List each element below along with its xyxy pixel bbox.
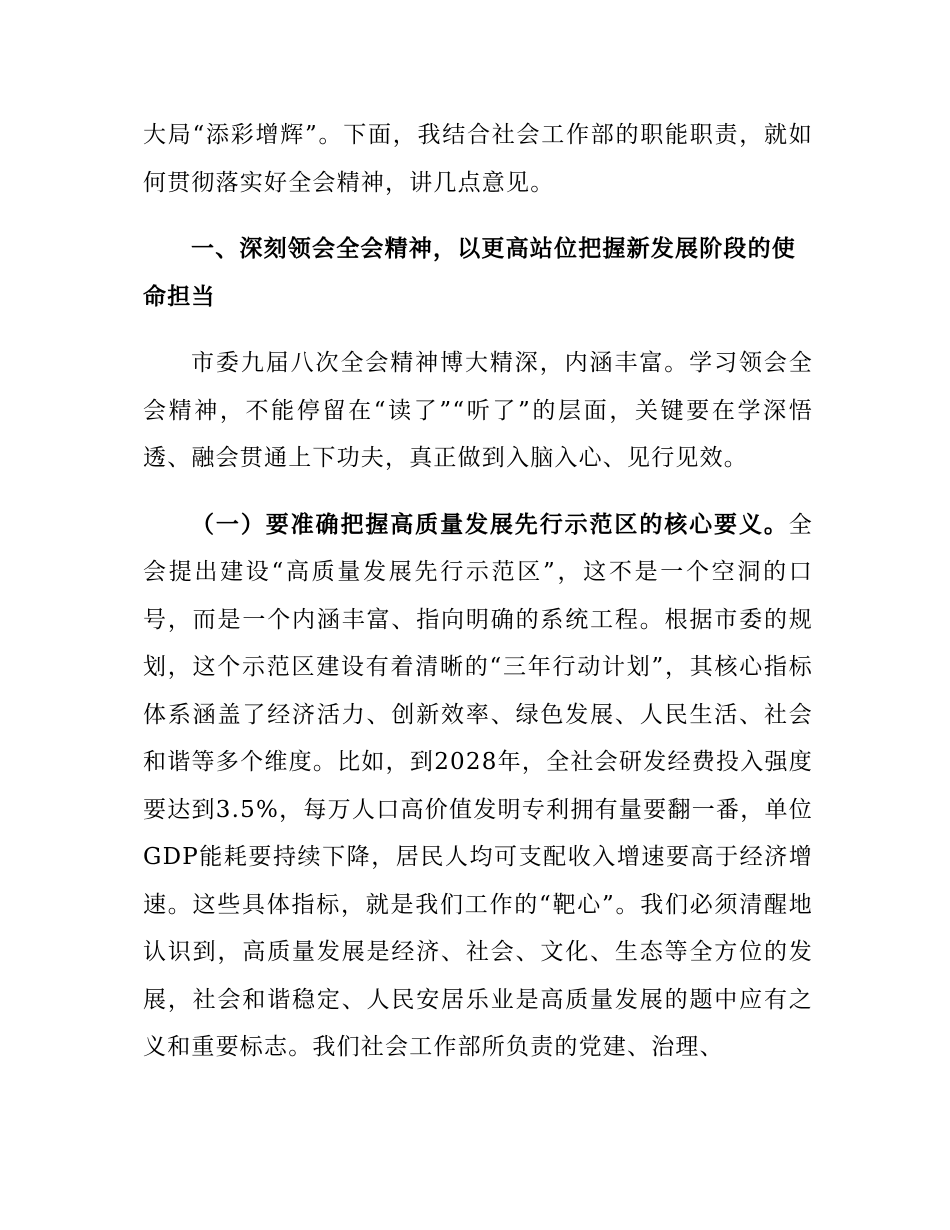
paragraph-core-meaning-body: 全会提出建设“高质量发展先行示范区”，这不是一个空洞的口号，而是一个内涵丰富、指向明确的系统工程。根据市委的规划，这个示范区建设有着清晰的“三年行动计划”，其核心指标体系涵盖了经济活力、创新效率、绿色发展、人民生活、社会和谐等多个维度。比如，到2028年，全社会研发经费投入强度要达到3.5%，每万人口高价值发明专利拥有量要翻一番，单位GDP能耗要持续下降，居民人均可支配收入增速要高于经济增速。这些具体指标，就是我们工作的“靶心”。我们必须清醒地认识到，高质量发展是经济、社会、文化、生态等全方位的发展，社会和谐稳定、人民安居乐业是高质量发展的题中应有之义和重要标志。我们社会工作部所负责的党建、治理、 [143,511,813,1060]
paragraph-core-meaning [143,502,813,1072]
section-heading-1: 一、深刻领会全会精神，以更高站位把握新发展阶段的使命担当 [143,236,796,310]
paragraph-study-spirit: 市委九届八次全会精神博大精深，内涵丰富。学习领会全会精神，不能停留在“读了”“听了”的层面，关键要在学深悟透、融会贯通上下功夫，真正做到入脑入心、见行见效。 [143,350,813,471]
subheading-core-meaning: （一）要准确把握高质量发展先行示范区的核心要义。 [191,511,789,538]
document-page [143,112,813,1072]
paragraph-intro: 大局“添彩增辉”。下面，我结合社会工作部的职能职责，就如何贯彻落实好全会精神，讲几点意见。 [143,122,813,196]
